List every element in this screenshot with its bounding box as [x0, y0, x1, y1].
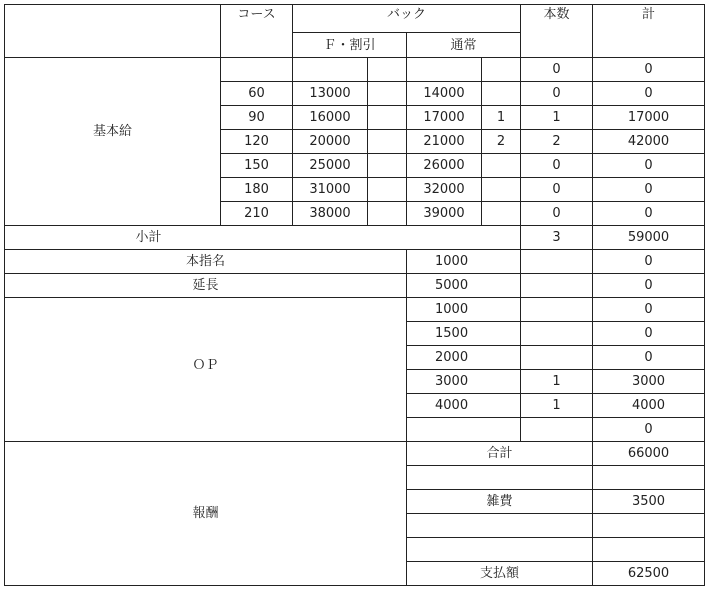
blank-label-cell: [407, 514, 593, 538]
nomination-amount: 0: [593, 250, 705, 274]
header-total: 計: [593, 5, 705, 58]
count-cell: 0: [521, 202, 593, 226]
blank-value-cell: [593, 466, 705, 490]
nomination-price: 1000: [407, 250, 521, 274]
normal-price-cell: 26000: [407, 154, 482, 178]
reward-label: 報酬: [5, 442, 407, 586]
f-price-cell: 38000: [293, 202, 368, 226]
grand-total-label: 合計: [407, 442, 593, 466]
subtotal-label: 小計: [5, 226, 521, 250]
option-amount: 4000: [593, 394, 705, 418]
normal-price-cell: 32000: [407, 178, 482, 202]
normal-qty-cell: 1: [482, 106, 521, 130]
count-cell: 0: [521, 58, 593, 82]
count-cell: 0: [521, 82, 593, 106]
payment-sheet-table: [4, 4, 705, 586]
f-qty-cell: [368, 130, 407, 154]
option-count: [521, 346, 593, 370]
f-qty-cell: [368, 58, 407, 82]
option-amount: 0: [593, 322, 705, 346]
amount-cell: 0: [593, 82, 705, 106]
count-cell: 1: [521, 106, 593, 130]
count-cell: 2: [521, 130, 593, 154]
course-cell: 60: [221, 82, 293, 106]
normal-price-cell: 17000: [407, 106, 482, 130]
normal-price-cell: 39000: [407, 202, 482, 226]
base-pay-header-blank: [5, 5, 221, 58]
amount-cell: 0: [593, 202, 705, 226]
option-count: 1: [521, 370, 593, 394]
option-amount: 0: [593, 346, 705, 370]
blank-value-cell: [593, 514, 705, 538]
header-normal: 通常: [407, 33, 521, 58]
blank-label-cell: [407, 538, 593, 562]
option-count: [521, 322, 593, 346]
f-qty-cell: [368, 178, 407, 202]
course-cell: 210: [221, 202, 293, 226]
amount-cell: 0: [593, 58, 705, 82]
nomination-label: 本指名: [5, 250, 407, 274]
course-cell: 180: [221, 178, 293, 202]
option-price: [407, 418, 521, 442]
course-cell: 150: [221, 154, 293, 178]
header-back: バック: [293, 5, 521, 33]
blank-value-cell: [593, 538, 705, 562]
expenses-value: 3500: [593, 490, 705, 514]
base-pay-label: 基本給: [5, 58, 221, 226]
header-count: 本数: [521, 5, 593, 58]
extension-label: 延長: [5, 274, 407, 298]
subtotal-count: 3: [521, 226, 593, 250]
subtotal-amount: 59000: [593, 226, 705, 250]
normal-qty-cell: 2: [482, 130, 521, 154]
blank-label-cell: [407, 466, 593, 490]
option-amount: 3000: [593, 370, 705, 394]
expenses-label: 雑費: [407, 490, 593, 514]
grand-total-value: 66000: [593, 442, 705, 466]
f-qty-cell: [368, 202, 407, 226]
course-cell: 90: [221, 106, 293, 130]
normal-qty-cell: [482, 82, 521, 106]
normal-qty-cell: [482, 178, 521, 202]
extension-count: [521, 274, 593, 298]
option-price: 2000: [407, 346, 521, 370]
option-price: 3000: [407, 370, 521, 394]
f-qty-cell: [368, 154, 407, 178]
f-qty-cell: [368, 82, 407, 106]
option-price: 1500: [407, 322, 521, 346]
extension-amount: 0: [593, 274, 705, 298]
amount-cell: 0: [593, 154, 705, 178]
option-price: 4000: [407, 394, 521, 418]
count-cell: 0: [521, 178, 593, 202]
f-price-cell: 16000: [293, 106, 368, 130]
header-f-discount: Ｆ・割引: [293, 33, 407, 58]
f-price-cell: 25000: [293, 154, 368, 178]
f-price-cell: 20000: [293, 130, 368, 154]
normal-price-cell: [407, 58, 482, 82]
normal-price-cell: 14000: [407, 82, 482, 106]
option-count: 1: [521, 394, 593, 418]
normal-qty-cell: [482, 58, 521, 82]
option-amount: 0: [593, 298, 705, 322]
f-price-cell: 13000: [293, 82, 368, 106]
header-course: コース: [221, 5, 293, 58]
amount-cell: 0: [593, 178, 705, 202]
normal-qty-cell: [482, 154, 521, 178]
course-cell: [221, 58, 293, 82]
option-amount: 0: [593, 418, 705, 442]
option-count: [521, 418, 593, 442]
extension-price: 5000: [407, 274, 521, 298]
f-price-cell: [293, 58, 368, 82]
amount-cell: 42000: [593, 130, 705, 154]
normal-price-cell: 21000: [407, 130, 482, 154]
count-cell: 0: [521, 154, 593, 178]
payment-value: 62500: [593, 562, 705, 586]
course-cell: 120: [221, 130, 293, 154]
option-count: [521, 298, 593, 322]
f-qty-cell: [368, 106, 407, 130]
f-price-cell: 31000: [293, 178, 368, 202]
option-price: 1000: [407, 298, 521, 322]
normal-qty-cell: [482, 202, 521, 226]
amount-cell: 17000: [593, 106, 705, 130]
options-label: ＯＰ: [5, 298, 407, 442]
payment-label: 支払額: [407, 562, 593, 586]
nomination-count: [521, 250, 593, 274]
